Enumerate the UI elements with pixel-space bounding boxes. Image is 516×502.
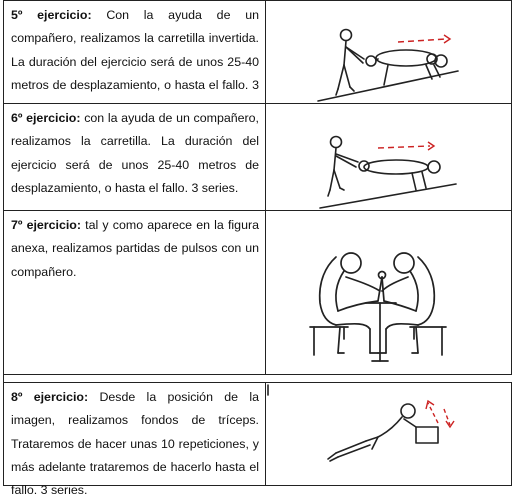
exercise-heading: 6º ejercicio:	[11, 111, 81, 125]
exercise-illustration	[266, 211, 511, 374]
exercise-row-8	[3, 382, 512, 498]
arm-wrestling-figure-icon	[266, 211, 511, 374]
exercise-illustration	[266, 104, 511, 210]
wheelbarrow-inverted-figure-icon	[266, 1, 511, 103]
exercise-body: con la ayuda de un compañero, realizamos la carretilla. La duración del ejercicio será de unos 25-40 metros de desplazamiento, o hasta el fallo. 3 series.	[11, 111, 259, 195]
triceps-dips-figure-icon	[266, 383, 511, 485]
exercise-illustration	[266, 383, 511, 485]
exercise-body: Desde la posición de la imagen, realizamos fondos de tríceps. Trataremos de hacer unas 10 repeticiones, y más adelante trataremos de hacerlo hasta el fallo. 3 series.	[11, 390, 259, 498]
exercise-description	[4, 104, 266, 210]
exercise-row-6	[3, 103, 512, 211]
exercise-row-7	[3, 210, 512, 375]
exercise-body: tal y como aparece en la figura anexa, realizamos partidas de pulsos con un compañero.	[11, 218, 259, 279]
exercise-description	[4, 383, 266, 498]
exercise-heading: 7º ejercicio:	[11, 218, 81, 232]
wheelbarrow-figure-icon	[266, 104, 511, 210]
exercise-heading: 8º ejercicio:	[11, 390, 89, 404]
exercise-description	[4, 211, 266, 374]
exercise-body: Con la ayuda de un compañero, realizamos la carretilla invertida. La duración del ejercicio será de unos 25-40 metros de desplazamiento, o hasta el fallo. 3	[11, 8, 259, 92]
exercise-illustration	[266, 1, 511, 103]
exercise-heading: 5º ejercicio:	[11, 8, 92, 22]
exercise-description	[4, 1, 266, 103]
exercise-row-5	[3, 0, 512, 104]
